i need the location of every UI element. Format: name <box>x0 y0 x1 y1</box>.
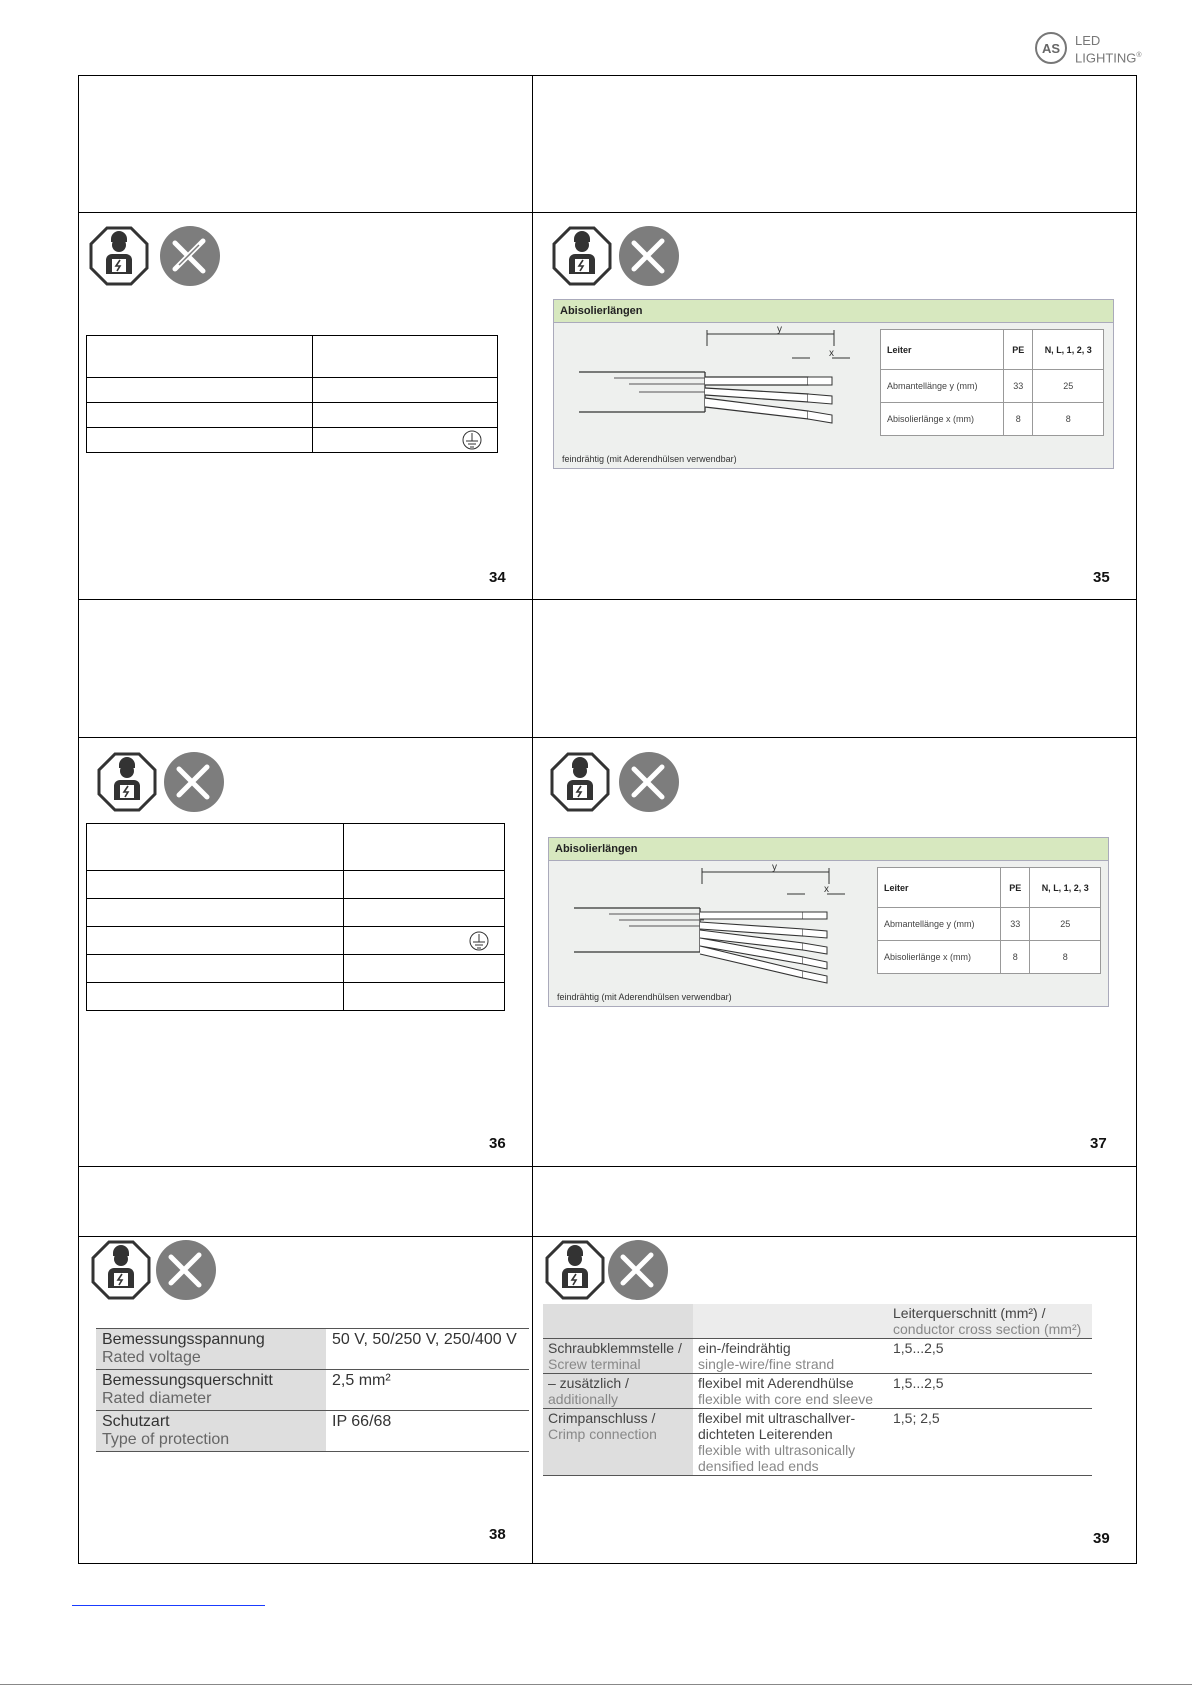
diagram-title: Abisolierlängen <box>549 838 1108 861</box>
logo-mark: AS <box>1035 32 1067 64</box>
stripping-table <box>877 867 1101 974</box>
spec-label: Schutzart Type of protection <box>96 1411 326 1452</box>
no-diy-icon <box>618 751 680 813</box>
dim-label-y: y <box>772 862 777 873</box>
electrician-icon <box>552 226 612 286</box>
row-label: Abisolierlänge x (mm) <box>878 941 1001 974</box>
safety-icons <box>550 752 690 812</box>
cable-drawing <box>549 860 869 985</box>
spec-label: Crimpanschluss / Crimp connection <box>543 1409 693 1476</box>
electrician-icon <box>89 226 149 286</box>
row-pe: 8 <box>1004 403 1033 436</box>
spec-value: 1,5...2,5 <box>888 1339 1092 1374</box>
grid-divider <box>78 1166 1137 1167</box>
spec-value: 2,5 mm² <box>326 1370 529 1411</box>
safety-icons <box>97 752 237 812</box>
safety-icons <box>552 226 692 286</box>
col-header-pe: PE <box>1001 868 1030 908</box>
safety-icons <box>89 226 229 286</box>
spec-type: flexibel mit Aderendhülse flexible with core end sleeve <box>693 1374 888 1409</box>
col-header-cross-section: Leiterquerschnitt (mm²) / conductor cross section (mm²) <box>888 1304 1092 1339</box>
logo-text-lighting: LIGHTING® <box>1075 50 1142 66</box>
no-diy-icon <box>159 225 221 287</box>
spec-label: Schraubklemmstelle / Screw terminal <box>543 1339 693 1374</box>
electrician-icon <box>550 752 610 812</box>
col-header-nl: N, L, 1, 2, 3 <box>1033 330 1104 370</box>
brand-logo <box>1035 32 1155 68</box>
electrician-icon <box>97 752 157 812</box>
spec-value: IP 66/68 <box>326 1411 529 1452</box>
cable-drawing <box>554 322 874 447</box>
figure-number: 35 <box>1093 569 1110 586</box>
row-pe: 8 <box>1001 941 1030 974</box>
figure-number: 37 <box>1090 1135 1107 1152</box>
figure-number: 36 <box>489 1135 506 1152</box>
row-label: Abisolierlänge x (mm) <box>881 403 1004 436</box>
ground-icon <box>461 430 483 450</box>
col-header-pe: PE <box>1004 330 1033 370</box>
no-diy-icon <box>163 751 225 813</box>
col-header-conductor: Leiter <box>878 868 1001 908</box>
spec-table-38 <box>96 1328 529 1452</box>
wiring-table-36 <box>86 823 505 1011</box>
spec-label: – zusätzlich / additionally <box>543 1374 693 1409</box>
col-header-conductor: Leiter <box>881 330 1004 370</box>
row-label: Abmantellänge y (mm) <box>878 908 1001 941</box>
stripping-table <box>880 329 1104 436</box>
wiring-table-34 <box>86 335 498 453</box>
spec-type: flexibel mit ultraschallver- dichteten Leiterenden flexible with ultrasonically densified lead ends <box>693 1409 888 1476</box>
no-diy-icon <box>155 1239 217 1301</box>
footer-link-underline[interactable] <box>72 1605 265 1606</box>
no-diy-icon <box>618 225 680 287</box>
spec-value: 1,5...2,5 <box>888 1374 1092 1409</box>
spec-label: Bemessungsquerschnitt Rated diameter <box>96 1370 326 1411</box>
row-pe: 33 <box>1001 908 1030 941</box>
electrician-icon <box>91 1240 151 1300</box>
grid-divider-vertical <box>532 75 533 1564</box>
no-diy-icon <box>607 1239 669 1301</box>
spec-type: ein-/feindrähtig single-wire/fine strand <box>693 1339 888 1374</box>
grid-divider <box>78 1236 1137 1237</box>
grid-divider <box>78 599 1137 600</box>
row-nl: 25 <box>1030 908 1101 941</box>
figure-number: 34 <box>489 569 506 586</box>
spec-table-39 <box>543 1304 1092 1476</box>
grid-divider <box>78 737 1137 738</box>
diagram-title: Abisolierlängen <box>554 300 1113 323</box>
dim-label-x: x <box>824 884 829 895</box>
stripping-diagram-35 <box>553 299 1114 469</box>
dim-label-y: y <box>777 324 782 335</box>
diagram-caption: feindrähtig (mit Aderendhülsen verwendbar) <box>562 454 737 464</box>
row-label: Abmantellänge y (mm) <box>881 370 1004 403</box>
safety-icons <box>545 1240 685 1300</box>
row-nl: 25 <box>1033 370 1104 403</box>
diagram-caption: feindrähtig (mit Aderendhülsen verwendbar) <box>557 992 732 1002</box>
dim-label-x: x <box>829 348 834 359</box>
row-nl: 8 <box>1030 941 1101 974</box>
col-header-nl: N, L, 1, 2, 3 <box>1030 868 1101 908</box>
spec-value: 1,5; 2,5 <box>888 1409 1092 1476</box>
spec-value: 50 V, 50/250 V, 250/400 V <box>326 1329 529 1370</box>
spec-label: Bemessungsspannung Rated voltage <box>96 1329 326 1370</box>
safety-icons <box>91 1240 231 1300</box>
figure-number: 39 <box>1093 1530 1110 1547</box>
row-nl: 8 <box>1033 403 1104 436</box>
row-pe: 33 <box>1004 370 1033 403</box>
logo-text-led: LED <box>1075 33 1101 48</box>
ground-icon <box>468 931 490 951</box>
electrician-icon <box>545 1240 605 1300</box>
figure-number: 38 <box>489 1526 506 1543</box>
stripping-diagram-37 <box>548 837 1109 1007</box>
grid-divider <box>78 212 1137 213</box>
